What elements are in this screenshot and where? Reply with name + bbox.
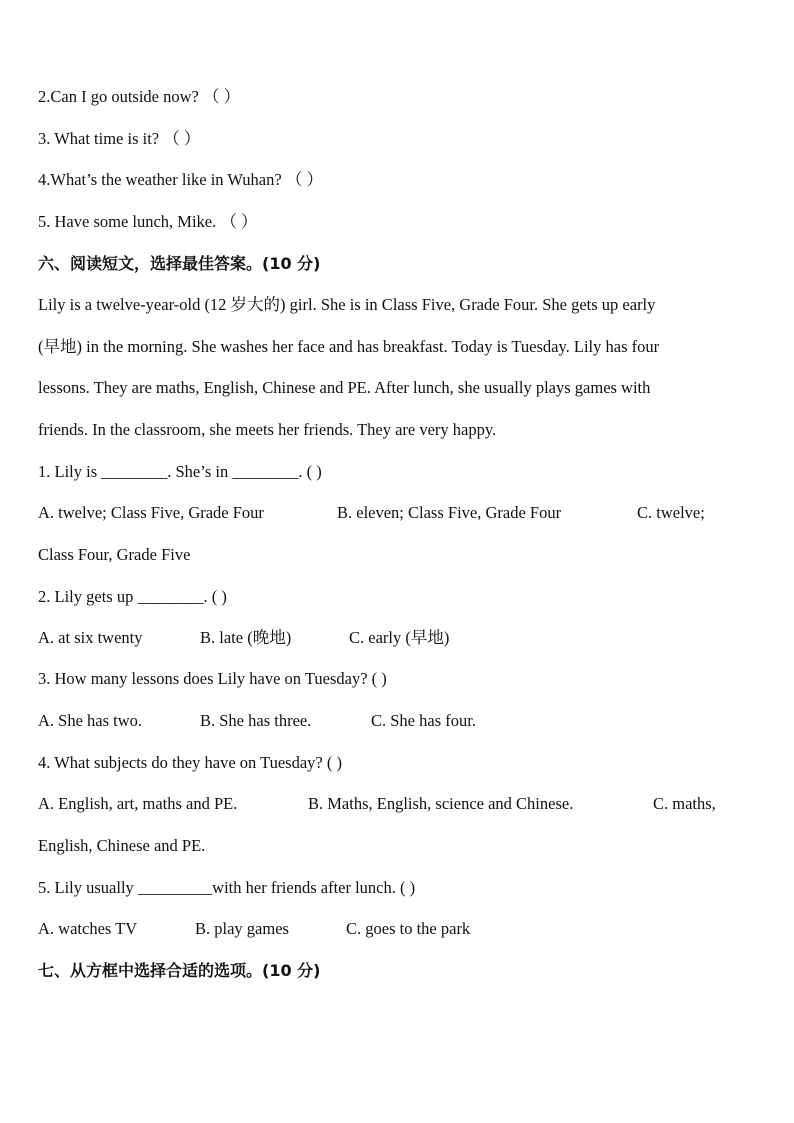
section7-heading: 七、从方框中选择合适的选项。(10 分) xyxy=(38,961,321,980)
q2-option-b: B. late (晚地) xyxy=(200,628,292,647)
q4-option-b: B. Maths, English, science and Chinese. xyxy=(308,794,574,813)
passage-line-3: lessons. They are maths, English, Chinese and PE. After lunch, she usually plays games with xyxy=(38,378,651,397)
q1-option-c-continuation: Class Four, Grade Five xyxy=(38,545,191,564)
part5-item-2: 2.Can I go outside now? （ ） xyxy=(38,87,241,106)
passage-line-2: (早地) in the morning. She washes her face and has breakfast. Today is Tuesday. Lily has four xyxy=(38,337,660,356)
part5-item-3: 3. What time is it? （ ） xyxy=(38,129,201,148)
passage-line-1: Lily is a twelve-year-old (12 岁大的) girl. She is in Class Five, Grade Four. She gets up early xyxy=(38,295,656,314)
section6-heading: 六、阅读短文，选择最佳答案。(10 分) xyxy=(38,254,321,273)
q4-option-c-continuation: English, Chinese and PE. xyxy=(38,836,206,855)
question-5: 5. Lily usually _________with her friends after lunch. ( ) xyxy=(38,878,416,897)
q2-option-a: A. at six twenty xyxy=(38,628,143,647)
passage-line-4: friends. In the classroom, she meets her friends. They are very happy. xyxy=(38,420,497,439)
q4-option-a: A. English, art, maths and PE. xyxy=(38,794,238,813)
q5-option-b: B. play games xyxy=(195,919,289,938)
part5-item-5: 5. Have some lunch, Mike. （ ） xyxy=(38,212,258,231)
question-1: 1. Lily is ________. She’s in ________. ( ) xyxy=(38,462,322,481)
q1-option-c: C. twelve; xyxy=(637,503,705,522)
q3-option-b: B. She has three. xyxy=(200,711,312,730)
question-2: 2. Lily gets up ________. ( ) xyxy=(38,587,227,606)
question-3: 3. How many lessons does Lily have on Tuesday? ( ) xyxy=(38,669,387,688)
q2-option-c: C. early (早地) xyxy=(349,628,450,647)
q1-option-b: B. eleven; Class Five, Grade Four xyxy=(337,503,562,522)
part5-item-4: 4.What’s the weather like in Wuhan? （ ） xyxy=(38,170,323,189)
question-4: 4. What subjects do they have on Tuesday? ( ) xyxy=(38,753,342,772)
q3-option-a: A. She has two. xyxy=(38,711,143,730)
q3-option-c: C. She has four. xyxy=(371,711,476,730)
q5-option-c: C. goes to the park xyxy=(346,919,471,938)
q1-option-a: A. twelve; Class Five, Grade Four xyxy=(38,503,264,522)
q4-option-c: C. maths, xyxy=(653,794,716,813)
q5-option-a: A. watches TV xyxy=(38,919,138,938)
